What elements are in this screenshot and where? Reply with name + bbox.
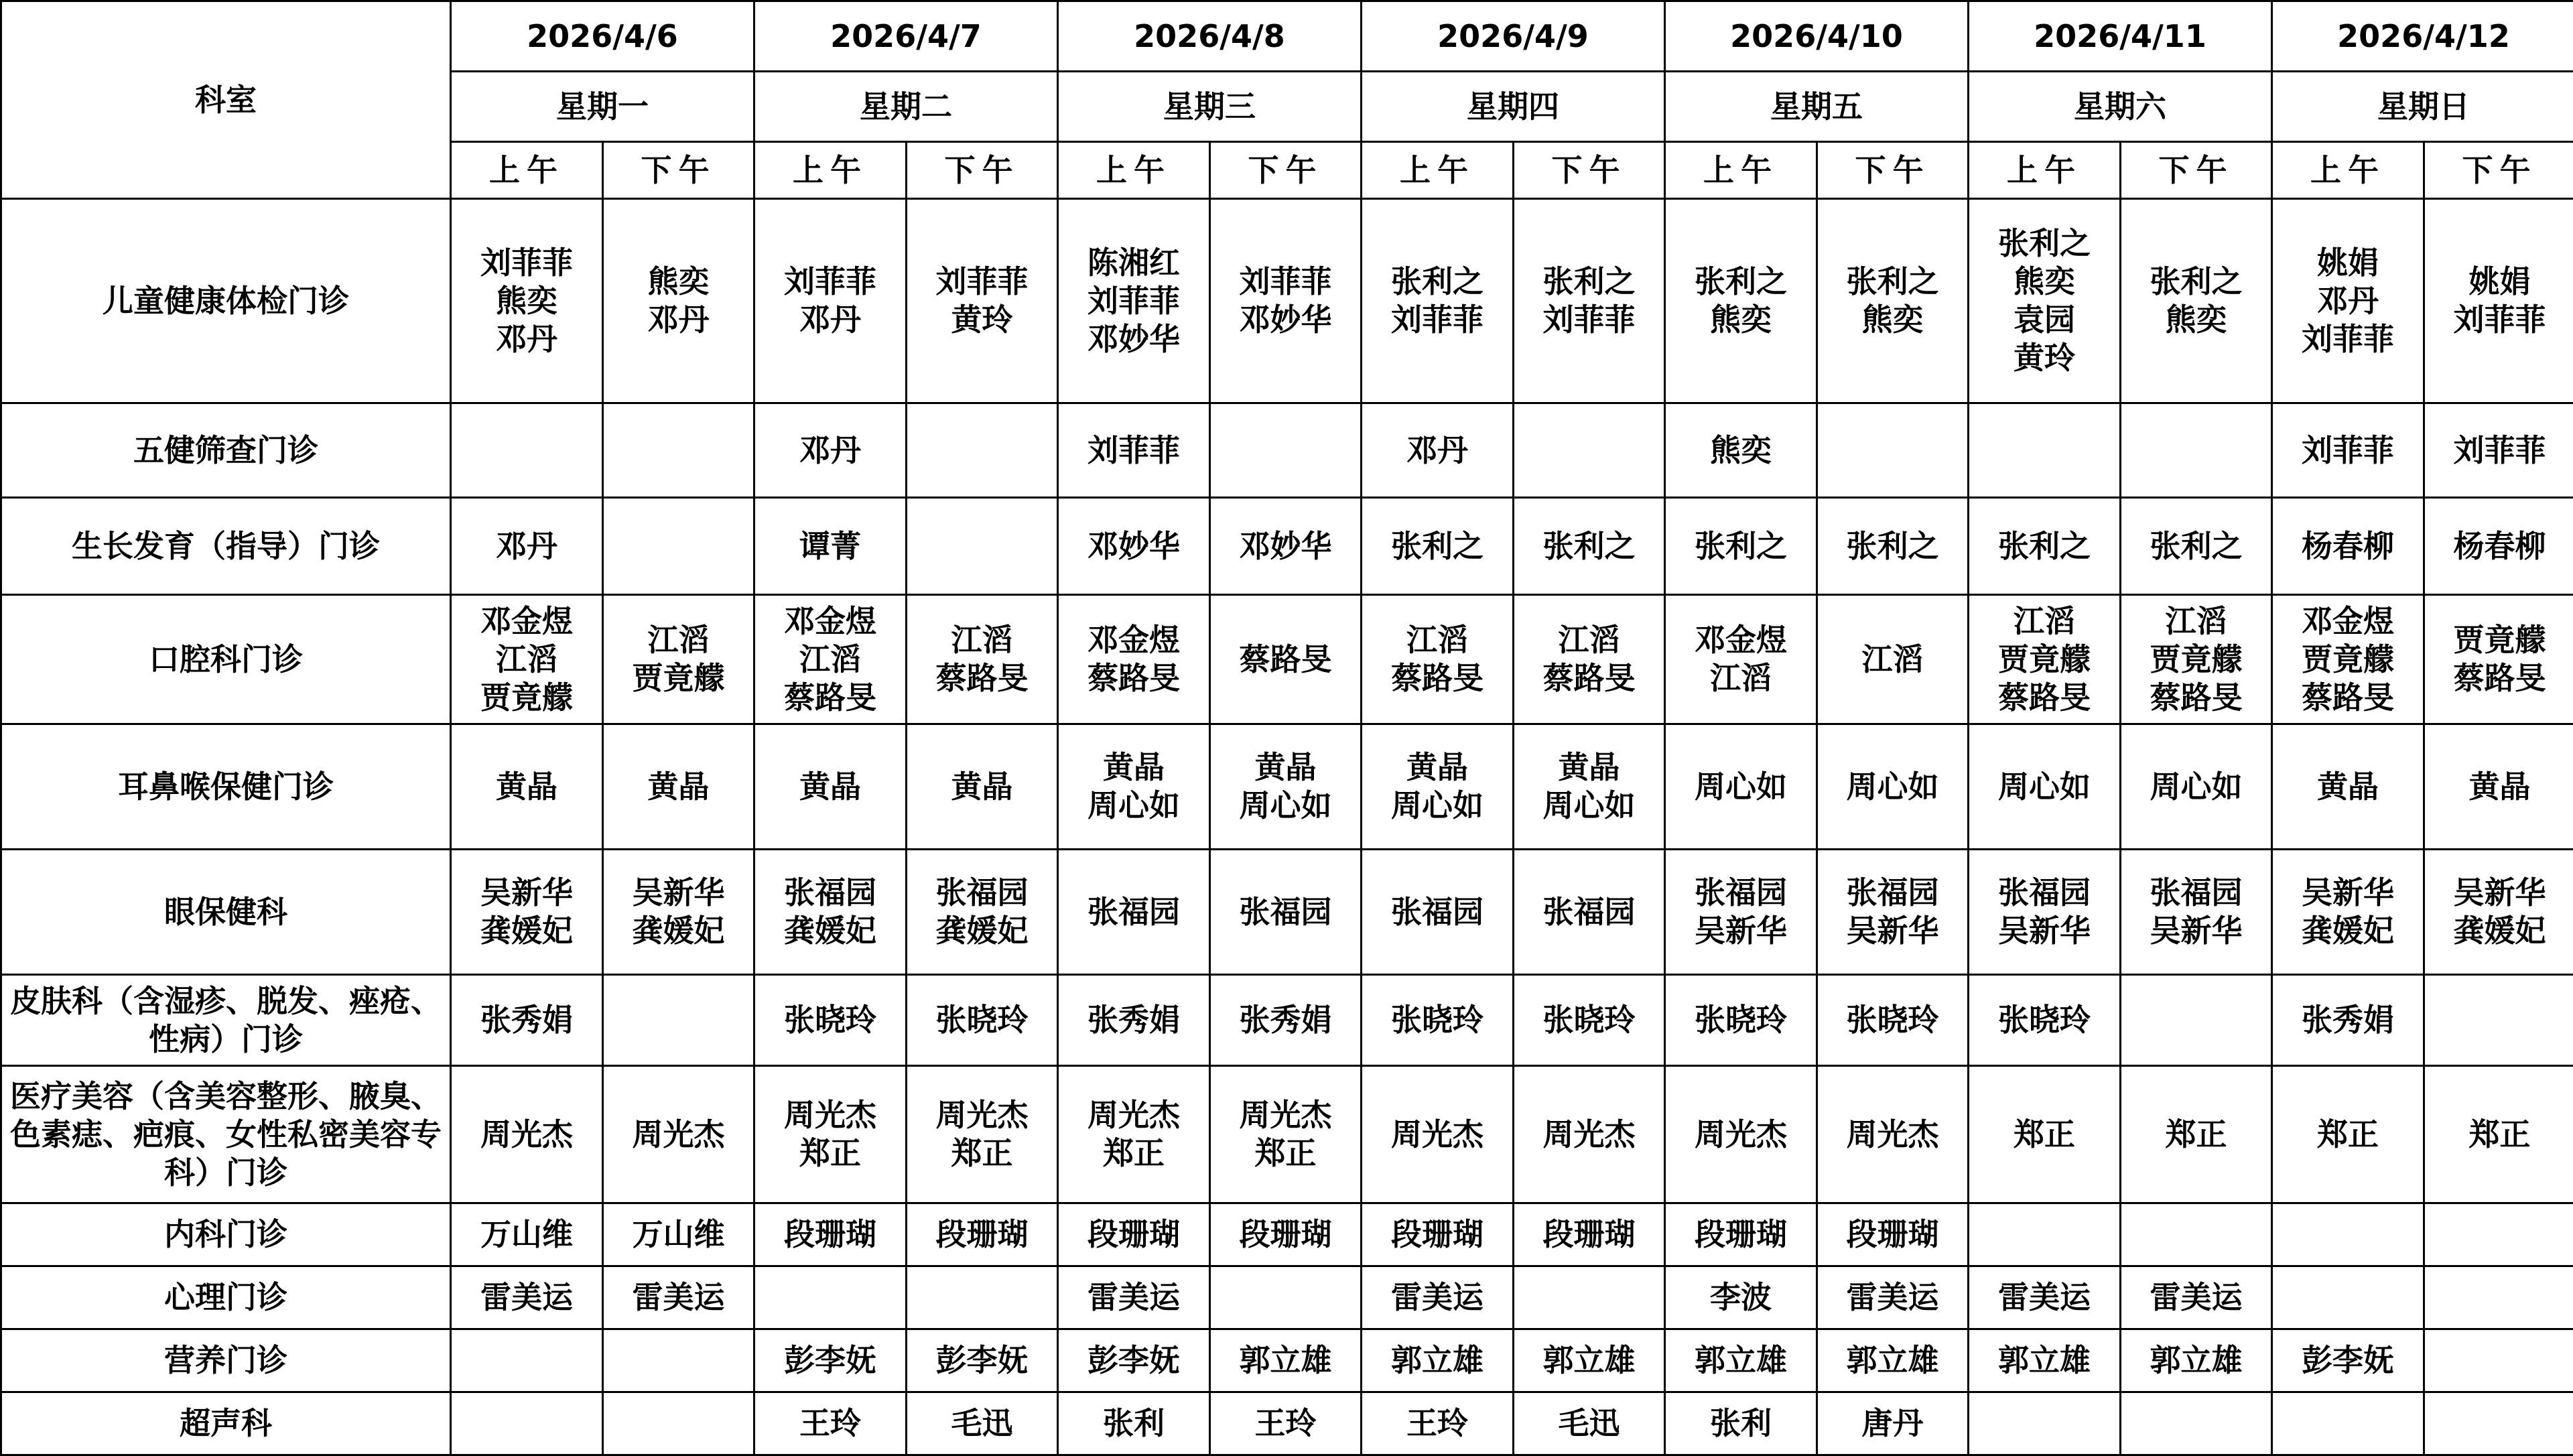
pm-schedule-cell: [1514, 403, 1665, 498]
pm-schedule-cell: 郭立雄: [1514, 1329, 1665, 1392]
pm-header: 下午: [907, 142, 1058, 199]
dept-name-cell: 医疗美容（含美容整形、腋臭、色素痣、疤痕、女性私密美容专科）门诊: [1, 1066, 451, 1203]
dept-name-cell: 心理门诊: [1, 1266, 451, 1329]
pm-schedule-cell: 郭立雄: [2121, 1329, 2272, 1392]
am-schedule-cell: 张福园: [1058, 850, 1210, 975]
am-schedule-cell: 熊奕: [1665, 403, 1817, 498]
am-schedule-cell: 王玲: [1362, 1392, 1514, 1455]
am-schedule-cell: 郑正: [2272, 1066, 2424, 1203]
weekday-header: 星期三: [1058, 72, 1362, 142]
am-schedule-cell: 邓金煜 江滔 贾竟艨: [451, 595, 603, 724]
am-schedule-cell: [1969, 403, 2121, 498]
am-schedule-cell: 邓妙华: [1058, 498, 1210, 595]
date-header: 2026/4/11: [1969, 1, 2272, 72]
pm-schedule-cell: 刘菲菲 邓妙华: [1210, 199, 1362, 403]
am-schedule-cell: 张利之: [1362, 498, 1514, 595]
pm-schedule-cell: [2424, 975, 2573, 1066]
am-schedule-cell: 黄晶 周心如: [1362, 724, 1514, 850]
pm-header: 下午: [603, 142, 754, 199]
am-schedule-cell: 邓金煜 江滔 蔡路旻: [754, 595, 907, 724]
am-schedule-cell: [451, 1329, 603, 1392]
pm-schedule-cell: [907, 403, 1058, 498]
pm-schedule-cell: 张福园: [1210, 850, 1362, 975]
pm-schedule-cell: 张利之 刘菲菲: [1514, 199, 1665, 403]
am-schedule-cell: 黄晶 周心如: [1058, 724, 1210, 850]
am-schedule-cell: 陈湘红 刘菲菲 邓妙华: [1058, 199, 1210, 403]
am-schedule-cell: 彭李妩: [2272, 1329, 2424, 1392]
pm-schedule-cell: 杨春柳: [2424, 498, 2573, 595]
am-schedule-cell: 张晓玲: [754, 975, 907, 1066]
am-schedule-cell: [2272, 1203, 2424, 1266]
pm-schedule-cell: 黄晶: [603, 724, 754, 850]
pm-schedule-cell: 张福园 龚媛妃: [907, 850, 1058, 975]
am-schedule-cell: 邓丹: [1362, 403, 1514, 498]
am-header: 上午: [1969, 142, 2121, 199]
table-row: [1, 1203, 2573, 1266]
am-schedule-cell: 江滔 蔡路旻: [1362, 595, 1514, 724]
pm-schedule-cell: 郭立雄: [1210, 1329, 1362, 1392]
pm-schedule-cell: [603, 403, 754, 498]
am-schedule-cell: [2272, 1266, 2424, 1329]
am-schedule-cell: 刘菲菲: [1058, 403, 1210, 498]
pm-schedule-cell: [1514, 1266, 1665, 1329]
pm-schedule-cell: 黄晶 周心如: [1514, 724, 1665, 850]
am-header: 上午: [1058, 142, 1210, 199]
table-row: [1, 199, 2573, 403]
pm-header: 下午: [1514, 142, 1665, 199]
am-schedule-cell: 张利之 熊奕: [1665, 199, 1817, 403]
am-schedule-cell: 张福园: [1362, 850, 1514, 975]
am-schedule-cell: 周心如: [1969, 724, 2121, 850]
table-row: [1, 1066, 2573, 1203]
pm-schedule-cell: 刘菲菲 黄玲: [907, 199, 1058, 403]
am-schedule-cell: 李波: [1665, 1266, 1817, 1329]
date-row: [1, 1, 2573, 72]
pm-schedule-cell: 江滔: [1817, 595, 1969, 724]
pm-schedule-cell: [1210, 403, 1362, 498]
am-schedule-cell: 雷美运: [451, 1266, 603, 1329]
table-row: [1, 403, 2573, 498]
pm-schedule-cell: 张秀娟: [1210, 975, 1362, 1066]
pm-schedule-cell: 段珊瑚: [1514, 1203, 1665, 1266]
table-row: [1, 975, 2573, 1066]
am-schedule-cell: 郑正: [1969, 1066, 2121, 1203]
schedule-header: [1, 1, 2573, 199]
am-schedule-cell: 段珊瑚: [1665, 1203, 1817, 1266]
pm-schedule-cell: 熊奕 邓丹: [603, 199, 754, 403]
pm-schedule-cell: [2121, 403, 2272, 498]
pm-schedule-cell: 毛迅: [1514, 1392, 1665, 1455]
pm-schedule-cell: [1817, 403, 1969, 498]
pm-schedule-cell: 周光杰: [1514, 1066, 1665, 1203]
pm-schedule-cell: [1210, 1266, 1362, 1329]
pm-schedule-cell: 段珊瑚: [1210, 1203, 1362, 1266]
pm-schedule-cell: 雷美运: [603, 1266, 754, 1329]
am-header: 上午: [1362, 142, 1514, 199]
am-schedule-cell: 邓丹: [754, 403, 907, 498]
am-schedule-cell: 周光杰: [1665, 1066, 1817, 1203]
am-schedule-cell: 段珊瑚: [754, 1203, 907, 1266]
am-schedule-cell: 张利: [1058, 1392, 1210, 1455]
pm-schedule-cell: 段珊瑚: [1817, 1203, 1969, 1266]
pm-schedule-cell: 郭立雄: [1817, 1329, 1969, 1392]
am-schedule-cell: 张晓玲: [1665, 975, 1817, 1066]
dept-name-cell: 营养门诊: [1, 1329, 451, 1392]
pm-schedule-cell: 周心如: [2121, 724, 2272, 850]
weekday-header: 星期日: [2272, 72, 2573, 142]
am-schedule-cell: 彭李妩: [1058, 1329, 1210, 1392]
am-schedule-cell: [1969, 1392, 2121, 1455]
pm-schedule-cell: 江滔 蔡路旻: [1514, 595, 1665, 724]
am-schedule-cell: 段珊瑚: [1362, 1203, 1514, 1266]
pm-schedule-cell: 唐丹: [1817, 1392, 1969, 1455]
am-schedule-cell: 刘菲菲 熊奕 邓丹: [451, 199, 603, 403]
weekday-header: 星期二: [754, 72, 1058, 142]
am-schedule-cell: 刘菲菲 邓丹: [754, 199, 907, 403]
table-row: [1, 1329, 2573, 1392]
pm-schedule-cell: 张福园: [1514, 850, 1665, 975]
pm-schedule-cell: 张利之: [1817, 498, 1969, 595]
am-schedule-cell: 张利之: [1969, 498, 2121, 595]
pm-schedule-cell: 张利之: [1514, 498, 1665, 595]
am-schedule-cell: 张利之 熊奕 袁园 黄玲: [1969, 199, 2121, 403]
dept-name-cell: 儿童健康体检门诊: [1, 199, 451, 403]
pm-schedule-cell: 蔡路旻: [1210, 595, 1362, 724]
am-schedule-cell: 张秀娟: [1058, 975, 1210, 1066]
pm-header: 下午: [1817, 142, 1969, 199]
date-header: 2026/4/7: [754, 1, 1058, 72]
pm-schedule-cell: [907, 498, 1058, 595]
am-schedule-cell: 郭立雄: [1362, 1329, 1514, 1392]
am-schedule-cell: 邓丹: [451, 498, 603, 595]
weekday-header: 星期一: [451, 72, 754, 142]
pm-schedule-cell: 万山维: [603, 1203, 754, 1266]
date-header: 2026/4/10: [1665, 1, 1969, 72]
am-schedule-cell: 王玲: [754, 1392, 907, 1455]
weekday-header: 星期六: [1969, 72, 2272, 142]
pm-schedule-cell: 张晓玲: [1514, 975, 1665, 1066]
am-schedule-cell: 段珊瑚: [1058, 1203, 1210, 1266]
am-schedule-cell: 张福园 吴新华: [1665, 850, 1817, 975]
schedule-body: [1, 199, 2573, 1455]
am-header: 上午: [754, 142, 907, 199]
pm-schedule-cell: 张晓玲: [907, 975, 1058, 1066]
pm-schedule-cell: 周光杰: [1817, 1066, 1969, 1203]
am-schedule-cell: 吴新华 龚媛妃: [2272, 850, 2424, 975]
am-schedule-cell: 谭菁: [754, 498, 907, 595]
am-schedule-cell: 万山维: [451, 1203, 603, 1266]
pm-schedule-cell: 江滔 贾竟艨: [603, 595, 754, 724]
am-schedule-cell: 张福园 龚媛妃: [754, 850, 907, 975]
pm-schedule-cell: 郑正: [2121, 1066, 2272, 1203]
am-schedule-cell: [754, 1266, 907, 1329]
pm-schedule-cell: 黄晶: [2424, 724, 2573, 850]
pm-schedule-cell: 邓妙华: [1210, 498, 1362, 595]
pm-schedule-cell: [2121, 1392, 2272, 1455]
pm-schedule-cell: 江滔 蔡路旻: [907, 595, 1058, 724]
pm-schedule-cell: 毛迅: [907, 1392, 1058, 1455]
am-schedule-cell: 张晓玲: [1969, 975, 2121, 1066]
am-header: 上午: [451, 142, 603, 199]
am-schedule-cell: 张利: [1665, 1392, 1817, 1455]
dept-name-cell: 五健筛查门诊: [1, 403, 451, 498]
weekday-header: 星期五: [1665, 72, 1969, 142]
am-schedule-cell: 邓金煜 蔡路旻: [1058, 595, 1210, 724]
am-schedule-cell: 刘菲菲: [2272, 403, 2424, 498]
pm-schedule-cell: 张利之 熊奕: [1817, 199, 1969, 403]
am-schedule-cell: [2272, 1392, 2424, 1455]
am-schedule-cell: 张秀娟: [451, 975, 603, 1066]
table-row: [1, 498, 2573, 595]
am-schedule-cell: 彭李妩: [754, 1329, 907, 1392]
am-schedule-cell: [451, 1392, 603, 1455]
am-schedule-cell: 杨春柳: [2272, 498, 2424, 595]
am-header: 上午: [1665, 142, 1817, 199]
dept-column-header: 科室: [1, 1, 451, 199]
dept-name-cell: 皮肤科（含湿疹、脱发、痤疮、性病）门诊: [1, 975, 451, 1066]
dept-name-cell: 耳鼻喉保健门诊: [1, 724, 451, 850]
am-schedule-cell: 周光杰: [1362, 1066, 1514, 1203]
am-schedule-cell: 邓金煜 贾竟艨 蔡路旻: [2272, 595, 2424, 724]
am-schedule-cell: 张秀娟: [2272, 975, 2424, 1066]
pm-header: 下午: [2121, 142, 2272, 199]
am-schedule-cell: 吴新华 龚媛妃: [451, 850, 603, 975]
am-schedule-cell: 张晓玲: [1362, 975, 1514, 1066]
pm-schedule-cell: 姚娟 刘菲菲: [2424, 199, 2573, 403]
am-schedule-cell: 周心如: [1665, 724, 1817, 850]
pm-schedule-cell: [603, 1329, 754, 1392]
pm-schedule-cell: 周心如: [1817, 724, 1969, 850]
dept-name-cell: 内科门诊: [1, 1203, 451, 1266]
pm-schedule-cell: 张福园 吴新华: [2121, 850, 2272, 975]
am-schedule-cell: 郭立雄: [1665, 1329, 1817, 1392]
pm-header: 下午: [2424, 142, 2573, 199]
am-schedule-cell: 邓金煜 江滔: [1665, 595, 1817, 724]
pm-schedule-cell: 郑正: [2424, 1066, 2573, 1203]
date-header: 2026/4/12: [2272, 1, 2573, 72]
dept-name-cell: 口腔科门诊: [1, 595, 451, 724]
date-header: 2026/4/6: [451, 1, 754, 72]
pm-schedule-cell: 贾竟艨 蔡路旻: [2424, 595, 2573, 724]
pm-schedule-cell: [603, 1392, 754, 1455]
dept-name-cell: 生长发育（指导）门诊: [1, 498, 451, 595]
pm-schedule-cell: [603, 975, 754, 1066]
pm-schedule-cell: 周光杰 郑正: [1210, 1066, 1362, 1203]
pm-schedule-cell: 雷美运: [1817, 1266, 1969, 1329]
pm-schedule-cell: 黄晶 周心如: [1210, 724, 1362, 850]
pm-schedule-cell: 周光杰 郑正: [907, 1066, 1058, 1203]
am-schedule-cell: 周光杰 郑正: [754, 1066, 907, 1203]
pm-schedule-cell: [2121, 1203, 2272, 1266]
am-schedule-cell: 周光杰: [451, 1066, 603, 1203]
am-schedule-cell: 雷美运: [1969, 1266, 2121, 1329]
am-schedule-cell: 黄晶: [2272, 724, 2424, 850]
pm-schedule-cell: [2424, 1266, 2573, 1329]
am-schedule-cell: 雷美运: [1362, 1266, 1514, 1329]
am-schedule-cell: 郭立雄: [1969, 1329, 2121, 1392]
pm-schedule-cell: 雷美运: [2121, 1266, 2272, 1329]
am-schedule-cell: 黄晶: [754, 724, 907, 850]
pm-schedule-cell: 黄晶: [907, 724, 1058, 850]
am-schedule-cell: [1969, 1203, 2121, 1266]
am-header: 上午: [2272, 142, 2424, 199]
date-header: 2026/4/8: [1058, 1, 1362, 72]
pm-schedule-cell: [603, 498, 754, 595]
table-row: [1, 1392, 2573, 1455]
am-schedule-cell: 张利之 刘菲菲: [1362, 199, 1514, 403]
am-schedule-cell: 姚娟 邓丹 刘菲菲: [2272, 199, 2424, 403]
pm-schedule-cell: 张晓玲: [1817, 975, 1969, 1066]
pm-schedule-cell: [907, 1266, 1058, 1329]
am-schedule-cell: [451, 403, 603, 498]
table-row: [1, 595, 2573, 724]
pm-schedule-cell: 张利之: [2121, 498, 2272, 595]
pm-schedule-cell: 吴新华 龚媛妃: [2424, 850, 2573, 975]
pm-schedule-cell: 彭李妩: [907, 1329, 1058, 1392]
pm-schedule-cell: 张福园 吴新华: [1817, 850, 1969, 975]
am-schedule-cell: 张利之: [1665, 498, 1817, 595]
table-row: [1, 1266, 2573, 1329]
table-row: [1, 850, 2573, 975]
am-schedule-cell: 雷美运: [1058, 1266, 1210, 1329]
pm-schedule-cell: 王玲: [1210, 1392, 1362, 1455]
pm-header: 下午: [1210, 142, 1362, 199]
pm-schedule-cell: [2424, 1392, 2573, 1455]
pm-schedule-cell: 吴新华 龚媛妃: [603, 850, 754, 975]
pm-schedule-cell: 周光杰: [603, 1066, 754, 1203]
pm-schedule-cell: 段珊瑚: [907, 1203, 1058, 1266]
dept-name-cell: 超声科: [1, 1392, 451, 1455]
pm-schedule-cell: [2121, 975, 2272, 1066]
pm-schedule-cell: [2424, 1329, 2573, 1392]
am-schedule-cell: 周光杰 郑正: [1058, 1066, 1210, 1203]
pm-schedule-cell: 江滔 贾竟艨 蔡路旻: [2121, 595, 2272, 724]
weekday-header: 星期四: [1362, 72, 1665, 142]
am-schedule-cell: 张福园 吴新华: [1969, 850, 2121, 975]
pm-schedule-cell: 张利之 熊奕: [2121, 199, 2272, 403]
am-schedule-cell: 黄晶: [451, 724, 603, 850]
am-schedule-cell: 江滔 贾竟艨 蔡路旻: [1969, 595, 2121, 724]
pm-schedule-cell: 刘菲菲: [2424, 403, 2573, 498]
dept-name-cell: 眼保健科: [1, 850, 451, 975]
pm-schedule-cell: [2424, 1203, 2573, 1266]
date-header: 2026/4/9: [1362, 1, 1665, 72]
table-row: [1, 724, 2573, 850]
